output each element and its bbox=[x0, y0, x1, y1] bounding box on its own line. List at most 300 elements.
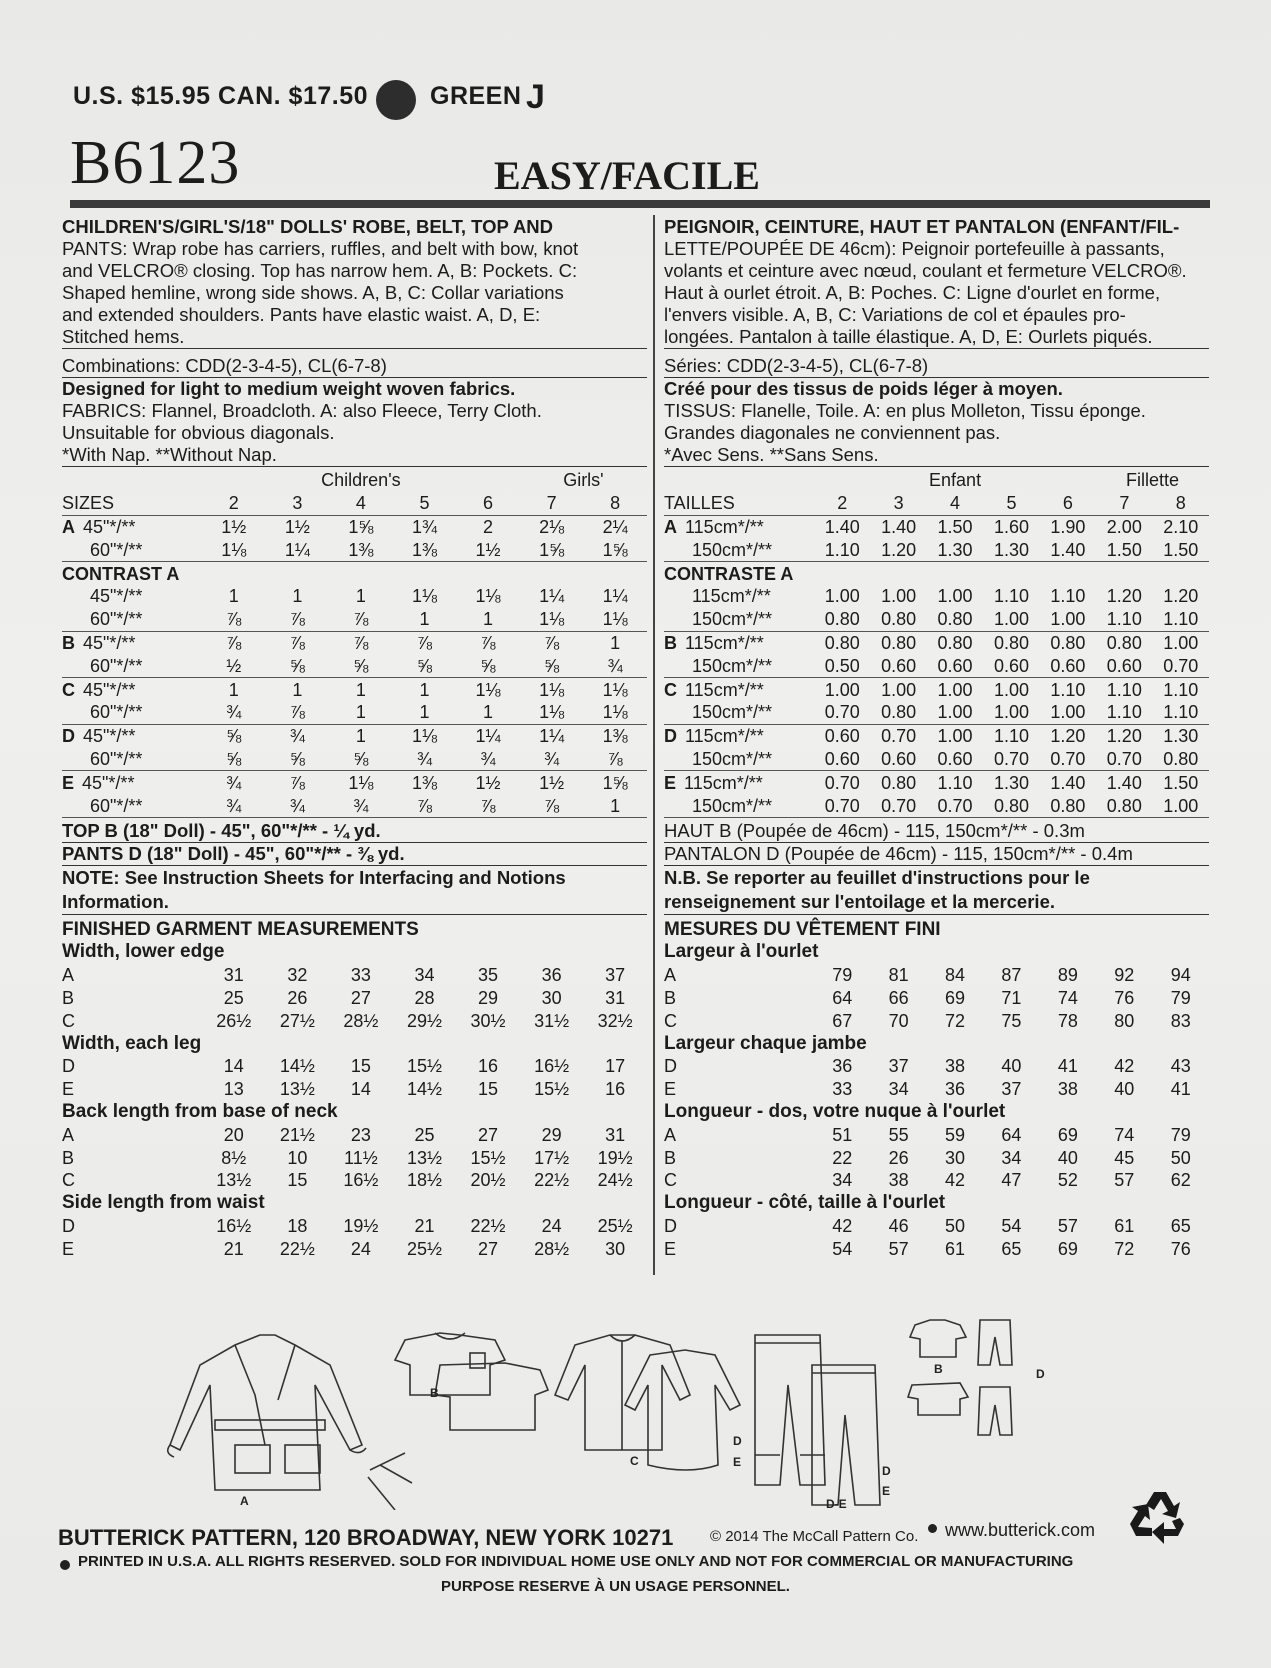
size-header: 2 bbox=[814, 492, 870, 515]
measure-cell: 72 bbox=[945, 1010, 966, 1031]
yardage-cell: 1¼ bbox=[475, 726, 501, 747]
measure-group-title-row bbox=[62, 1192, 647, 1215]
yardage-cell bbox=[393, 562, 457, 585]
yardage-label bbox=[664, 562, 814, 585]
yardage-cell: ¾ bbox=[202, 794, 266, 817]
measure-row bbox=[62, 1078, 647, 1101]
measure-cell: 29 bbox=[541, 1124, 562, 1145]
measure-cell: 41 bbox=[1170, 1079, 1191, 1100]
yardage-cell: 1¼ bbox=[539, 726, 565, 747]
measure-view: A bbox=[62, 965, 75, 986]
size-header: 5 bbox=[983, 492, 1039, 515]
measure-cell: 54 bbox=[1001, 1215, 1022, 1236]
en-desc-line-3: Shaped hemline, wrong side shows. A, B, C: Collar variations bbox=[62, 282, 564, 303]
yardage-cell: 1⅝ bbox=[520, 538, 584, 561]
yardage-row bbox=[664, 771, 1209, 794]
fr-finished-title: MESURES DU VÊTEMENT FINI bbox=[664, 918, 941, 940]
measure-view: A bbox=[62, 1124, 75, 1145]
sketch-label-doll-d: D bbox=[1036, 1367, 1045, 1381]
yardage-cell: 0.80 bbox=[870, 608, 926, 631]
measure-cell: 22½ bbox=[534, 1170, 570, 1191]
yardage-label bbox=[664, 538, 814, 561]
yardage-cell: 1.20 bbox=[1106, 586, 1142, 607]
yardage-cell: 1.20 bbox=[1050, 726, 1086, 747]
fr-unsuitable: Grandes diagonales ne conviennent pas. bbox=[664, 422, 1001, 443]
fr-fabrics: TISSUS: Flanelle, Toile. A: en plus Molleton, Tissu éponge. bbox=[664, 400, 1146, 421]
yardage-cell: ⅞ bbox=[480, 632, 496, 653]
yardage-cell: 1½ bbox=[456, 538, 520, 561]
yardage-row bbox=[62, 538, 647, 561]
yardage-cell: 1 bbox=[583, 794, 647, 817]
yardage-row bbox=[62, 608, 647, 631]
measure-cell: 62 bbox=[1170, 1170, 1191, 1191]
yardage-cell: 1.00 bbox=[1153, 794, 1209, 817]
yardage-label bbox=[664, 771, 814, 794]
yardage-cell: 0.60 bbox=[927, 654, 983, 677]
yardage-cell: 1.00 bbox=[983, 608, 1039, 631]
yardage-cell: ⅞ bbox=[289, 632, 305, 653]
yardage-cell: 1.40 bbox=[824, 516, 860, 537]
yardage-cell: 1.10 bbox=[1163, 679, 1199, 700]
measure-cell: 74 bbox=[1057, 987, 1078, 1008]
yardage-cell: ⅞ bbox=[353, 632, 369, 653]
pants-sketch bbox=[755, 1335, 880, 1505]
yardage-label bbox=[664, 631, 814, 654]
yardage-cell: ⅝ bbox=[520, 654, 584, 677]
view-label: B bbox=[664, 632, 677, 653]
yardage-label bbox=[664, 724, 814, 747]
size-header: 3 bbox=[870, 492, 926, 515]
yardage-cell: 1.10 bbox=[993, 726, 1029, 747]
view-label: D bbox=[664, 726, 677, 747]
yardage-cell: 1¼ bbox=[539, 586, 565, 607]
group-children: Enfant bbox=[929, 470, 982, 491]
measure-cell: 42 bbox=[832, 1215, 853, 1236]
fabric-width: 115cm*/** bbox=[685, 679, 764, 700]
belt-sketch bbox=[368, 1453, 412, 1510]
yardage-cell bbox=[520, 562, 584, 585]
yardage-cell: 1⅜ bbox=[602, 726, 628, 747]
price-us: U.S. $15.95 bbox=[73, 82, 211, 110]
measure-view: C bbox=[664, 1170, 677, 1191]
yardage-cell: 1 bbox=[329, 701, 393, 724]
measure-cell: 13½ bbox=[279, 1079, 315, 1100]
measure-view: C bbox=[62, 1010, 75, 1031]
measure-row bbox=[62, 1123, 647, 1146]
french-column bbox=[664, 216, 1209, 1260]
en-note: NOTE: See Instruction Sheets for Interfacing and Notions Information. bbox=[62, 866, 647, 915]
measure-cell: 51 bbox=[832, 1124, 853, 1145]
yardage-cell bbox=[202, 562, 266, 585]
measure-view: B bbox=[62, 987, 75, 1008]
yardage-cell: ¾ bbox=[456, 748, 520, 771]
fabric-width: 115cm*/** bbox=[684, 772, 763, 793]
measure-group-title: Largeur à l'ourlet bbox=[664, 941, 819, 963]
measure-view: A bbox=[664, 965, 677, 986]
measure-cell: 92 bbox=[1114, 965, 1135, 986]
measure-cell: 57 bbox=[1057, 1215, 1078, 1236]
measure-cell: 67 bbox=[832, 1010, 853, 1031]
yardage-cell: 1⅛ bbox=[202, 538, 266, 561]
en-desc-line-5: Stitched hems. bbox=[62, 326, 647, 349]
measure-row bbox=[664, 1055, 1209, 1078]
yardage-cell: 1.30 bbox=[1163, 726, 1199, 747]
measure-cell: 69 bbox=[945, 987, 966, 1008]
sketch-label-c: C bbox=[630, 1454, 639, 1468]
yardage-label bbox=[62, 771, 202, 794]
fabric-width: 150cm*/** bbox=[692, 702, 773, 723]
yardage-cell: 1.00 bbox=[927, 701, 983, 724]
fabric-width: 150cm*/** bbox=[692, 609, 773, 630]
yardage-cell: 2.10 bbox=[1163, 516, 1199, 537]
measure-cell: 36 bbox=[945, 1079, 966, 1100]
yardage-cell bbox=[266, 562, 330, 585]
measure-cell: 31 bbox=[223, 965, 244, 986]
sketch-label-b: B bbox=[430, 1386, 439, 1400]
measure-group-title: Width, lower edge bbox=[62, 941, 225, 963]
fabric-width: 45"*/** bbox=[90, 586, 143, 607]
yardage-row bbox=[664, 515, 1209, 538]
group-header-row bbox=[664, 469, 1209, 492]
yardage-label bbox=[664, 794, 814, 817]
blank-cell bbox=[664, 469, 814, 492]
yardage-cell: 1 bbox=[610, 632, 621, 653]
yardage-row bbox=[664, 562, 1209, 585]
measure-row bbox=[664, 1237, 1209, 1260]
yardage-row bbox=[62, 654, 647, 677]
yardage-cell: ⅞ bbox=[456, 794, 520, 817]
measure-cell: 78 bbox=[1057, 1010, 1078, 1031]
measure-cell: 11½ bbox=[344, 1147, 378, 1168]
yardage-cell: ⅝ bbox=[456, 654, 520, 677]
measure-group-title-row bbox=[664, 1101, 1209, 1124]
measure-cell: 45 bbox=[1114, 1147, 1135, 1168]
view-label: C bbox=[664, 679, 677, 700]
yardage-cell: 1½ bbox=[221, 516, 247, 537]
fabric-width: 60"*/** bbox=[90, 748, 143, 769]
yardage-label bbox=[664, 678, 814, 701]
measure-view: D bbox=[664, 1215, 677, 1236]
yardage-cell bbox=[814, 562, 870, 585]
measure-row bbox=[62, 964, 647, 987]
fr-note: N.B. Se reporter au feuillet d'instructions pour le renseignement sur l'entoilage et la mercerie. bbox=[664, 866, 1209, 915]
yardage-cell: 1 bbox=[419, 679, 430, 700]
yardage-cell: 1.10 bbox=[1153, 701, 1209, 724]
yardage-row bbox=[664, 538, 1209, 561]
yardage-label bbox=[664, 654, 814, 677]
yardage-cell: 0.80 bbox=[983, 794, 1039, 817]
yardage-cell: ⅞ bbox=[583, 748, 647, 771]
size-header: 7 bbox=[520, 492, 584, 515]
yardage-cell: ¾ bbox=[202, 701, 266, 724]
measure-cell: 54 bbox=[832, 1238, 853, 1259]
yardage-cell: 1⅛ bbox=[475, 586, 501, 607]
yardage-cell: ⅝ bbox=[393, 654, 457, 677]
yardage-cell: 0.80 bbox=[1153, 748, 1209, 771]
sketch-label-d: D bbox=[733, 1434, 742, 1448]
yardage-cell: 0.70 bbox=[1096, 748, 1152, 771]
yardage-cell: ¾ bbox=[583, 654, 647, 677]
yardage-cell bbox=[329, 562, 393, 585]
yardage-row bbox=[62, 748, 647, 771]
measure-cell: 27 bbox=[478, 1124, 499, 1145]
measure-cell: 66 bbox=[888, 987, 909, 1008]
yardage-cell: 1.60 bbox=[993, 516, 1029, 537]
yardage-row bbox=[664, 678, 1209, 701]
color-dot-icon bbox=[376, 80, 416, 120]
yardage-cell: ⅞ bbox=[289, 772, 305, 793]
yardage-cell: 0.70 bbox=[824, 772, 860, 793]
en-designed-for: Designed for light to medium weight woven fabrics. bbox=[62, 378, 516, 399]
measure-row bbox=[664, 1078, 1209, 1101]
yardage-cell: 1⅝ bbox=[583, 538, 647, 561]
size-header: 4 bbox=[927, 492, 983, 515]
fabric-width: 45"*/** bbox=[83, 679, 136, 700]
yardage-row bbox=[62, 701, 647, 724]
fabric-width: 60"*/** bbox=[90, 655, 143, 676]
measure-cell: 27½ bbox=[279, 1010, 315, 1031]
yardage-label bbox=[62, 794, 202, 817]
measure-cell: 29 bbox=[478, 987, 499, 1008]
yardage-cell: 0.70 bbox=[814, 794, 870, 817]
yardage-cell: 1⅝ bbox=[602, 772, 628, 793]
en-nap: *With Nap. **Without Nap. bbox=[62, 444, 647, 467]
measure-row bbox=[62, 987, 647, 1010]
measure-group-title: Longueur - dos, votre nuque à l'ourlet bbox=[664, 1100, 1006, 1122]
yardage-cell: 1.00 bbox=[881, 679, 917, 700]
measure-cell: 32 bbox=[287, 965, 308, 986]
difficulty: EASY/FACILE bbox=[494, 153, 760, 198]
sketch-label-d2: D bbox=[882, 1464, 891, 1478]
measure-cell: 47 bbox=[1001, 1170, 1022, 1191]
yardage-cell: 0.60 bbox=[983, 654, 1039, 677]
measure-cell: 50 bbox=[1170, 1147, 1191, 1168]
yardage-cell: ⅞ bbox=[416, 632, 432, 653]
yardage-cell: ⅞ bbox=[266, 608, 330, 631]
measure-cell: 30 bbox=[605, 1238, 626, 1259]
yardage-cell: 1⅛ bbox=[520, 608, 584, 631]
yardage-cell: 1 bbox=[456, 701, 520, 724]
yardage-cell: 1⅛ bbox=[411, 726, 437, 747]
yardage-cell: 0.60 bbox=[814, 748, 870, 771]
measure-cell: 42 bbox=[1114, 1056, 1135, 1077]
measure-row bbox=[664, 1123, 1209, 1146]
view-label: CONTRASTE A bbox=[664, 563, 794, 584]
purpose-fr: PURPOSE RESERVE À UN USAGE PERSONNEL. bbox=[441, 1578, 790, 1595]
measure-cell: 15½ bbox=[534, 1079, 570, 1100]
yardage-cell: 0.70 bbox=[1153, 654, 1209, 677]
yardage-label bbox=[664, 608, 814, 631]
measure-cell: 20½ bbox=[470, 1170, 506, 1191]
bullet-icon bbox=[928, 1524, 937, 1533]
yardage-cell: ⅞ bbox=[266, 701, 330, 724]
yardage-cell: 1.10 bbox=[1153, 608, 1209, 631]
yardage-cell: ⅝ bbox=[329, 654, 393, 677]
measure-cell: 28½ bbox=[343, 1010, 379, 1031]
sketch-label-e2: E bbox=[882, 1484, 891, 1498]
measure-cell: 94 bbox=[1170, 965, 1191, 986]
measure-cell: 26 bbox=[888, 1147, 909, 1168]
sketch-label-doll-b: B bbox=[934, 1362, 943, 1376]
yardage-cell: 1.00 bbox=[1163, 632, 1199, 653]
yardage-cell: 1⅜ bbox=[329, 538, 393, 561]
en-measure-table bbox=[62, 941, 647, 1260]
measure-view: D bbox=[62, 1215, 75, 1236]
measure-cell: 80 bbox=[1114, 1010, 1135, 1031]
measure-cell: 31½ bbox=[534, 1010, 570, 1031]
fabric-width: 115cm*/** bbox=[685, 726, 764, 747]
yardage-cell: 0.80 bbox=[881, 632, 917, 653]
measure-cell: 14½ bbox=[406, 1079, 442, 1100]
fabric-width: 60"*/** bbox=[90, 539, 143, 560]
yardage-row bbox=[62, 724, 647, 747]
measure-cell: 26 bbox=[287, 987, 308, 1008]
yardage-cell: 1.00 bbox=[983, 701, 1039, 724]
measure-group-title-row bbox=[664, 1032, 1209, 1055]
measure-cell: 19½ bbox=[597, 1147, 633, 1168]
blank-cell bbox=[62, 469, 202, 492]
measure-cell: 46 bbox=[888, 1215, 909, 1236]
yardage-cell: 1.10 bbox=[1050, 679, 1086, 700]
yardage-row bbox=[62, 678, 647, 701]
measure-cell: 38 bbox=[945, 1056, 966, 1077]
printed-notice: PRINTED IN U.S.A. ALL RIGHTS RESERVED. SOLD FOR INDIVIDUAL HOME USE ONLY AND NOT FOR COMMERCIAL OR MANUFACTURING bbox=[78, 1553, 1074, 1570]
yardage-cell bbox=[1096, 562, 1152, 585]
yardage-cell: 1.30 bbox=[927, 538, 983, 561]
fabric-width: 150cm*/** bbox=[692, 748, 773, 769]
yardage-cell: 1.40 bbox=[1106, 772, 1142, 793]
price-can: CAN. $17.50 bbox=[218, 82, 369, 110]
yardage-cell: 1½ bbox=[475, 772, 501, 793]
yardage-label bbox=[664, 701, 814, 724]
garment-sketches bbox=[50, 1305, 1230, 1510]
en-pants-d: PANTS D (18" Doll) - 45", 60"*/** - ⅜ yd. bbox=[62, 843, 647, 866]
sizes-label: TAILLES bbox=[664, 492, 814, 515]
measure-cell: 35 bbox=[478, 965, 499, 986]
measure-cell: 19½ bbox=[343, 1215, 379, 1236]
measure-view: D bbox=[62, 1056, 75, 1077]
yardage-cell: ½ bbox=[202, 654, 266, 677]
measure-cell: 40 bbox=[1001, 1056, 1022, 1077]
yardage-label bbox=[664, 585, 814, 608]
yardage-label bbox=[62, 562, 202, 585]
yardage-cell: 1⅛ bbox=[583, 608, 647, 631]
measure-cell: 79 bbox=[1170, 987, 1191, 1008]
yardage-cell: ⅞ bbox=[544, 632, 560, 653]
measure-cell: 37 bbox=[1001, 1079, 1022, 1100]
fabric-width: 115cm*/** bbox=[692, 586, 771, 607]
yardage-cell: 1 bbox=[292, 679, 303, 700]
measure-cell: 59 bbox=[945, 1124, 966, 1145]
sketch-label-de: D-E bbox=[826, 1497, 847, 1510]
measure-cell: 32½ bbox=[597, 1010, 633, 1031]
yardage-cell: 1.00 bbox=[937, 586, 973, 607]
size-header: 6 bbox=[1040, 492, 1096, 515]
measure-cell: 18½ bbox=[406, 1170, 442, 1191]
yardage-cell: 0.80 bbox=[870, 701, 926, 724]
yardage-cell: 1⅝ bbox=[348, 516, 374, 537]
en-combinations: Combinations: CDD(2-3-4-5), CL(6-7-8) bbox=[62, 355, 647, 378]
yardage-cell bbox=[456, 562, 520, 585]
measure-cell: 65 bbox=[1170, 1215, 1191, 1236]
group-girls: Fillette bbox=[1126, 470, 1180, 491]
yardage-cell: 0.80 bbox=[937, 632, 973, 653]
size-header: 6 bbox=[456, 492, 520, 515]
yardage-cell: 0.80 bbox=[993, 632, 1029, 653]
measure-row bbox=[62, 1169, 647, 1192]
yardage-cell: ⅞ bbox=[202, 608, 266, 631]
column-divider bbox=[653, 215, 655, 1275]
measure-cell: 15½ bbox=[406, 1056, 442, 1077]
measure-view: B bbox=[664, 1147, 677, 1168]
fabric-width: 60"*/** bbox=[90, 795, 143, 816]
yardage-cell: 1⅛ bbox=[475, 679, 501, 700]
fabric-width: 45"*/** bbox=[82, 772, 135, 793]
measure-cell: 81 bbox=[888, 965, 909, 986]
measure-cell: 28 bbox=[414, 987, 435, 1008]
measure-cell: 23 bbox=[350, 1124, 371, 1145]
yardage-cell: 1 bbox=[393, 701, 457, 724]
yardage-cell: 1 bbox=[355, 586, 366, 607]
measure-cell: 38 bbox=[1057, 1079, 1078, 1100]
measure-group-title-row bbox=[62, 941, 647, 964]
yardage-cell: 1⅛ bbox=[411, 586, 437, 607]
measure-cell: 41 bbox=[1057, 1056, 1078, 1077]
measure-cell: 29½ bbox=[406, 1010, 442, 1031]
measure-cell: 36 bbox=[832, 1056, 853, 1077]
yardage-row bbox=[62, 585, 647, 608]
yardage-cell: 1½ bbox=[539, 772, 565, 793]
measure-cell: 25 bbox=[223, 987, 244, 1008]
measure-cell: 34 bbox=[414, 965, 435, 986]
measure-view: D bbox=[664, 1056, 677, 1077]
measure-cell: 42 bbox=[945, 1170, 966, 1191]
measure-cell: 34 bbox=[1001, 1147, 1022, 1168]
yardage-cell: 1.50 bbox=[1163, 772, 1199, 793]
yardage-cell: 0.80 bbox=[927, 608, 983, 631]
measure-cell: 75 bbox=[1001, 1010, 1022, 1031]
view-label: E bbox=[62, 772, 75, 793]
yardage-cell: 1.20 bbox=[870, 538, 926, 561]
view-label: CONTRAST A bbox=[62, 563, 180, 584]
yardage-cell: 1 bbox=[355, 726, 366, 747]
yardage-cell: 1.40 bbox=[1040, 538, 1096, 561]
view-label: B bbox=[62, 632, 75, 653]
measure-cell: 20 bbox=[223, 1124, 244, 1145]
measure-row bbox=[664, 1169, 1209, 1192]
yardage-cell: ⅞ bbox=[393, 794, 457, 817]
measure-view: E bbox=[62, 1079, 75, 1100]
fabric-width: 115cm*/** bbox=[685, 632, 764, 653]
sizes-label: SIZES bbox=[62, 492, 202, 515]
measure-cell: 13½ bbox=[406, 1147, 442, 1168]
fr-measure-table bbox=[664, 941, 1209, 1260]
yardage-cell: 0.60 bbox=[1096, 654, 1152, 677]
yardage-row bbox=[664, 608, 1209, 631]
measure-cell: 16½ bbox=[343, 1170, 379, 1191]
measure-row bbox=[62, 1146, 647, 1169]
yardage-cell: 1.30 bbox=[993, 772, 1029, 793]
yardage-cell: 1.40 bbox=[1050, 772, 1086, 793]
yardage-cell: 2 bbox=[483, 516, 494, 537]
measure-cell: 15½ bbox=[470, 1147, 506, 1168]
yardage-cell: 0.60 bbox=[870, 748, 926, 771]
measure-cell: 24 bbox=[541, 1215, 562, 1236]
measure-row bbox=[62, 1055, 647, 1078]
measure-cell: 37 bbox=[605, 965, 626, 986]
fr-yardage-table bbox=[664, 469, 1209, 818]
yardage-cell: 1⅛ bbox=[602, 679, 628, 700]
